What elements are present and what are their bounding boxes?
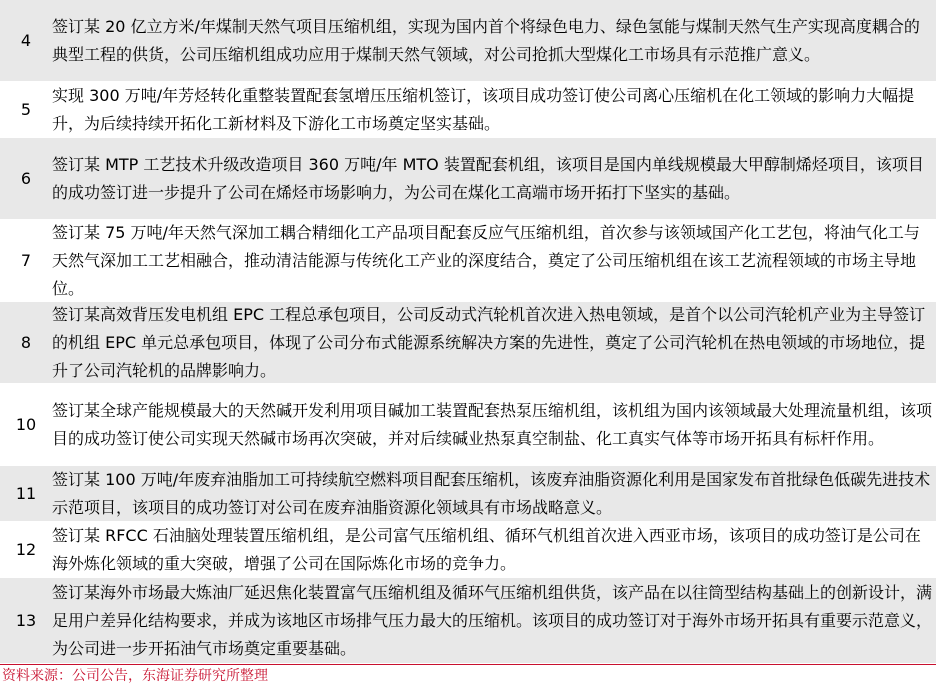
footer-divider <box>0 664 936 665</box>
row-number: 13 <box>15 610 37 630</box>
row-text: 签订某 RFCC 石油脑处理装置压缩机组，是公司富气压缩机组、循环气机组首次进入西亚市场，该项目的成功签订是公司在海外炼化领域的重大突破，增强了公司在国际炼化市场的竞争力。 <box>52 525 921 573</box>
source-note: 资料来源：公司公告，东海证券研究所整理 <box>2 668 268 684</box>
table-row <box>0 82 936 138</box>
table-row <box>0 302 936 384</box>
row-text: 签订某 MTP 工艺技术升级改造项目 360 万吨/年 MTO 装置配套机组，该项目是国内单线规模最大甲醇制烯烃项目，该项目的成功签订进一步提升了公司在烯烃市场影响力，为公司在煤化工高端市场开拓打下坚实的基础。 <box>52 154 924 202</box>
row-number: 12 <box>15 539 37 559</box>
row-text: 签订某 75 万吨/年天然气深加工耦合精细化工产品项目配套反应气压缩机组，首次参与该领域国产化工艺包，将油气化工与天然气深加工工艺相融合，推动清洁能源与传统化工产业的深度结合，奠定了公司压缩机组在该工艺流程领域的市场主导地位。 <box>52 222 920 298</box>
row-number: 5 <box>20 99 32 119</box>
table-row <box>0 0 936 82</box>
row-number: 10 <box>15 414 37 434</box>
table-row <box>0 138 936 220</box>
row-text: 签订某高效背压发电机组 EPC 工程总承包项目，公司反动式汽轮机首次进入热电领域，是首个以公司汽轮机产业为主导签订的机组 EPC 单元总承包项目，体现了公司分布式能源系统解决方案的先进性，奠定了公司汽轮机在热电领域的市场地位，提升了公司汽轮机的品牌影响力。 <box>52 304 926 380</box>
row-number: 6 <box>20 168 32 188</box>
row-number: 4 <box>20 30 32 50</box>
table-row <box>0 466 936 522</box>
row-text: 签订某 100 万吨/年废弃油脂加工可持续航空燃料项目配套压缩机，该废弃油脂资源化利用是国家发布首批绿色低碳先进技术示范项目，该项目的成功签订对公司在废弃油脂资源化领域具有市场战略意义。 <box>52 469 931 517</box>
table-row <box>0 220 936 302</box>
row-number: 7 <box>20 250 32 270</box>
row-number: 11 <box>15 483 37 503</box>
table-row <box>0 384 936 466</box>
table-row <box>0 522 936 578</box>
row-text: 实现 300 万吨/年芳烃转化重整装置配套氢增压压缩机签订，该项目成功签订使公司离心压缩机在化工领域的影响力大幅提升，为后续持续开拓化工新材料及下游化工市场奠定坚实基础。 <box>52 85 915 133</box>
row-number: 8 <box>20 332 32 352</box>
row-text: 签订某海外市场最大炼油厂延迟焦化装置富气压缩机组及循环气压缩机组供货，该产品在以往筒型结构基础上的创新设计，满足用户差异化结构要求，并成为该地区市场排气压力最大的压缩机。该项目的成功签订对于海外市场开拓具有重要示范意义，为公司进一步开拓油气市场奠定重要基础。 <box>52 582 933 658</box>
table-row <box>0 578 936 664</box>
row-text: 签订某 20 亿立方米/年煤制天然气项目压缩机组，实现为国内首个将绿色电力、绿色氢能与煤制天然气生产实现高度耦合的典型工程的供货，公司压缩机组成功应用于煤制天然气领域，对公司抢抓大型煤化工市场具有示范推广意义。 <box>52 16 920 64</box>
row-text: 签订某全球产能规模最大的天然碱开发利用项目碱加工装置配套热泵压缩机组，该机组为国内该领域最大处理流量机组，该项目的成功签订使公司实现天然碱市场再次突破，并对后续碱业热泵真空制盐、化工真实气体等市场开拓具有标杆作用。 <box>52 400 933 448</box>
